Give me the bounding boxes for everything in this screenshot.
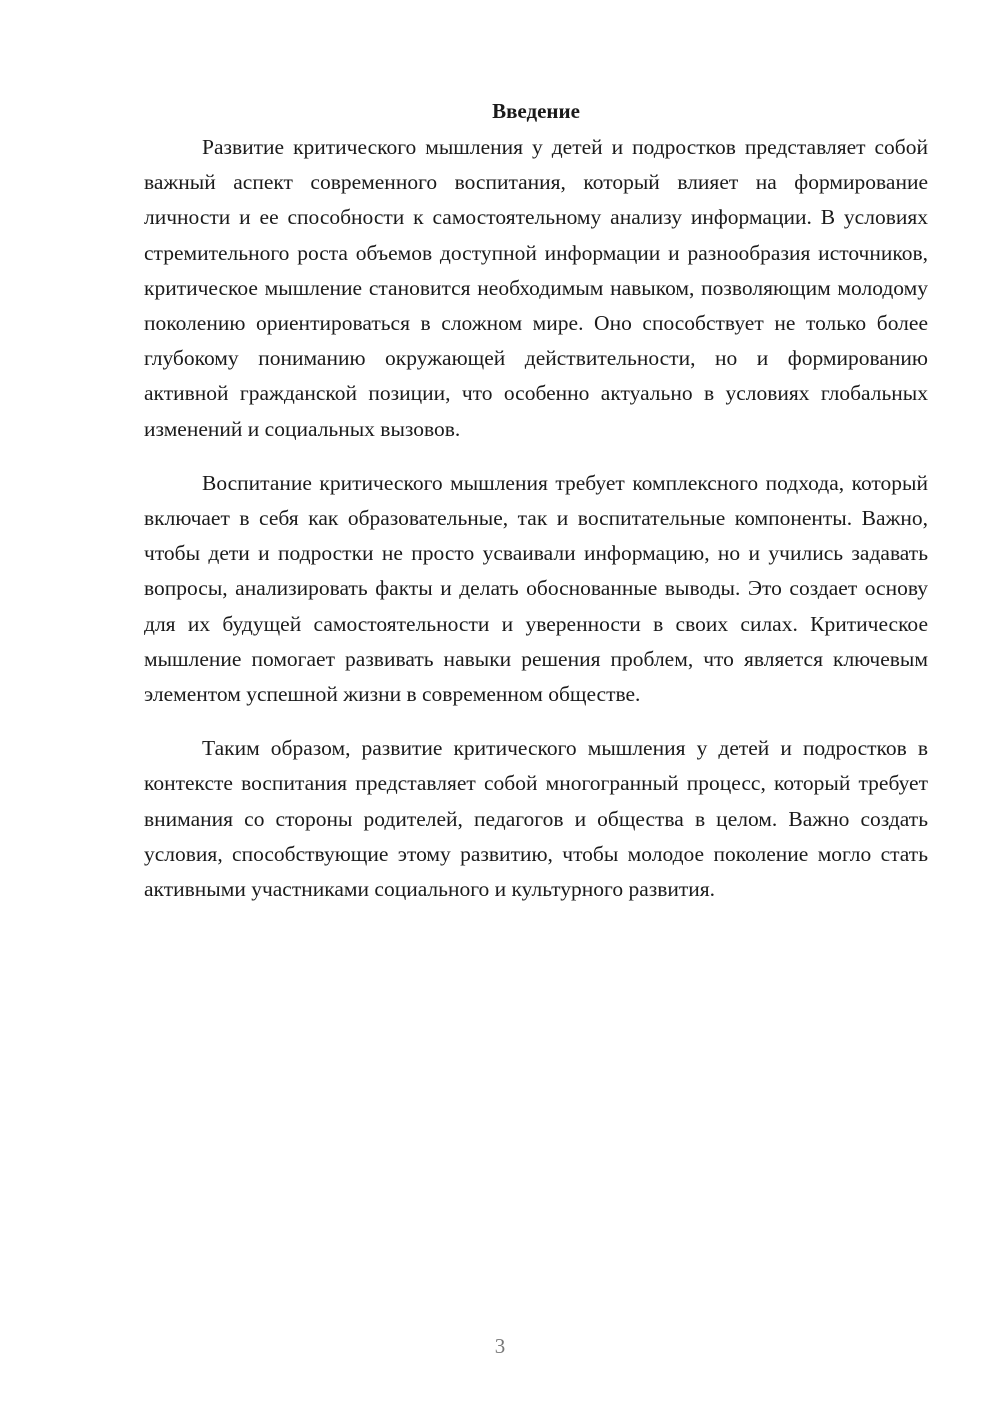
section-title: Введение (492, 99, 580, 123)
page-number: 3 (494, 1334, 506, 1358)
paragraph-3: Таким образом, развитие критического мышления у детей и подростков в контексте воспитания представляет собой многогранный процесс, который требует внимания со стороны родителей, педагогов и общества в целом. Важно создать условия, способствующие этому развитию, чтобы молодое поколение могло стать активными участниками социального и культурного развития. (144, 736, 928, 902)
page-content (144, 96, 928, 907)
paragraph-2: Воспитание критического мышления требует комплексного подхода, который включает в себя как образовательные, так и воспитательные компоненты. Важно, чтобы дети и подростки не просто усваивали информацию, но и учились задавать вопросы, анализировать факты и делать обоснованные выводы. Это создает основу для их будущей самостоятельности и уверенности в своих силах. Критическое мышление помогает развивать навыки решения проблем, что является ключевым элементом успешной жизни в современном обществе. (144, 470, 928, 707)
paragraph-1: Развитие критического мышления у детей и подростков представляет собой важный аспект современного воспитания, который влияет на формирование личности и ее способности к самостоятельному анализу информации. В условиях стремительного роста объемов доступной информации и разнообразия источников, критическое мышление становится необходимым навыком, позволяющим молодому поколению ориентироваться в сложном мире. Оно способствует не только более глубокому пониманию окружающей действительности, но и формированию активной гражданской позиции, что особенно актуально в условиях глобальных изменений и социальных вызовов. (144, 135, 928, 441)
